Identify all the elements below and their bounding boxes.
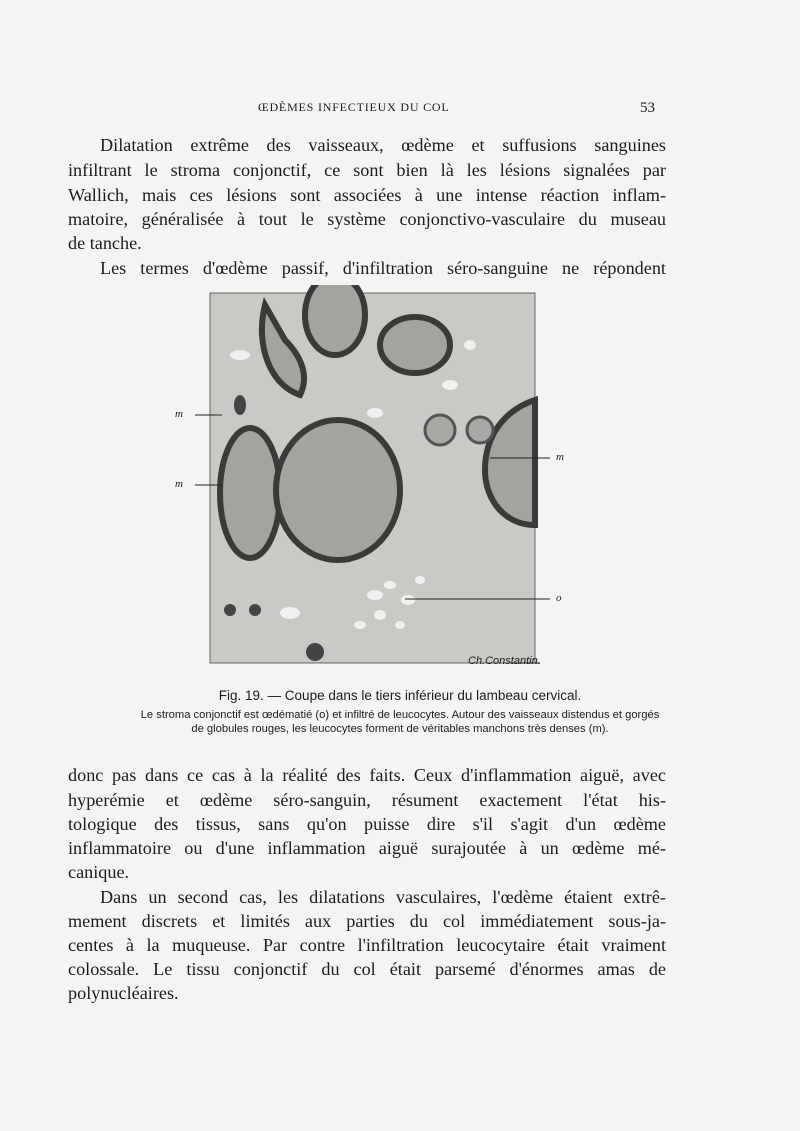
text-line: mement discrets et limités aux parties du col immédiatement sous-ja- [68,911,666,931]
label-m: m [556,451,564,463]
figure-caption-line: Le stroma conjonctif est œdématié (o) et infiltré de leucocytes. Autour des vaisseaux distendus et gorgés [140,709,660,721]
text-line: hyperémie et œdème séro-sanguin, résument exactement l'état his- [68,790,666,810]
label-m: m [175,478,183,490]
running-title: ŒDÈMES INFECTIEUX DU COL [258,100,450,114]
histology-illustration [160,285,580,675]
text-line: inflammatoire ou d'une inflammation aiguë surajoutée à un œdème mé- [68,838,666,858]
text-line: Dans un second cas, les dilatations vasculaires, l'œdème étaient extrê- [100,887,666,907]
artist-signature: Ch.Constantin. [468,655,541,667]
text-line: colossale. Le tissu conjonctif du col était parsemé d'énormes amas de [68,959,666,979]
text-line: Les termes d'œdème passif, d'infiltration séro-sanguine ne répondent [100,258,666,278]
text-line: tologique des tissus, sans qu'on puisse dire s'il s'agit d'un œdème [68,814,666,834]
figure-caption-line: de globules rouges, les leucocytes forment de véritables manchons très denses (m). [191,723,609,735]
text-line: Dilatation extrême des vaisseaux, œdème et suffusions sanguines [100,135,666,155]
text-line: matoire, généralisée à tout le système conjonctivo-vasculaire du museau [68,209,666,229]
label-o: o [556,592,562,604]
figure-caption-title: Fig. 19. — Coupe dans le tiers inférieur du lambeau cervical. [218,688,582,703]
text-line: donc pas dans ce cas à la réalité des faits. Ceux d'inflammation aiguë, avec [68,765,666,785]
text-line: infiltrant le stroma conjonctif, ce sont bien là les lésions signalées par [68,160,666,180]
text-line: canique. [68,862,130,882]
text-line: polynucléaires. [68,983,179,1003]
text-line: centes à la muqueuse. Par contre l'infiltration leucocytaire était vraiment [68,935,666,955]
text-line: de tanche. [68,233,142,253]
text-line: Wallich, mais ces lésions sont associées à une intense réaction inflam- [68,185,666,205]
label-m: m [175,408,183,420]
page-number: 53 [640,100,655,116]
